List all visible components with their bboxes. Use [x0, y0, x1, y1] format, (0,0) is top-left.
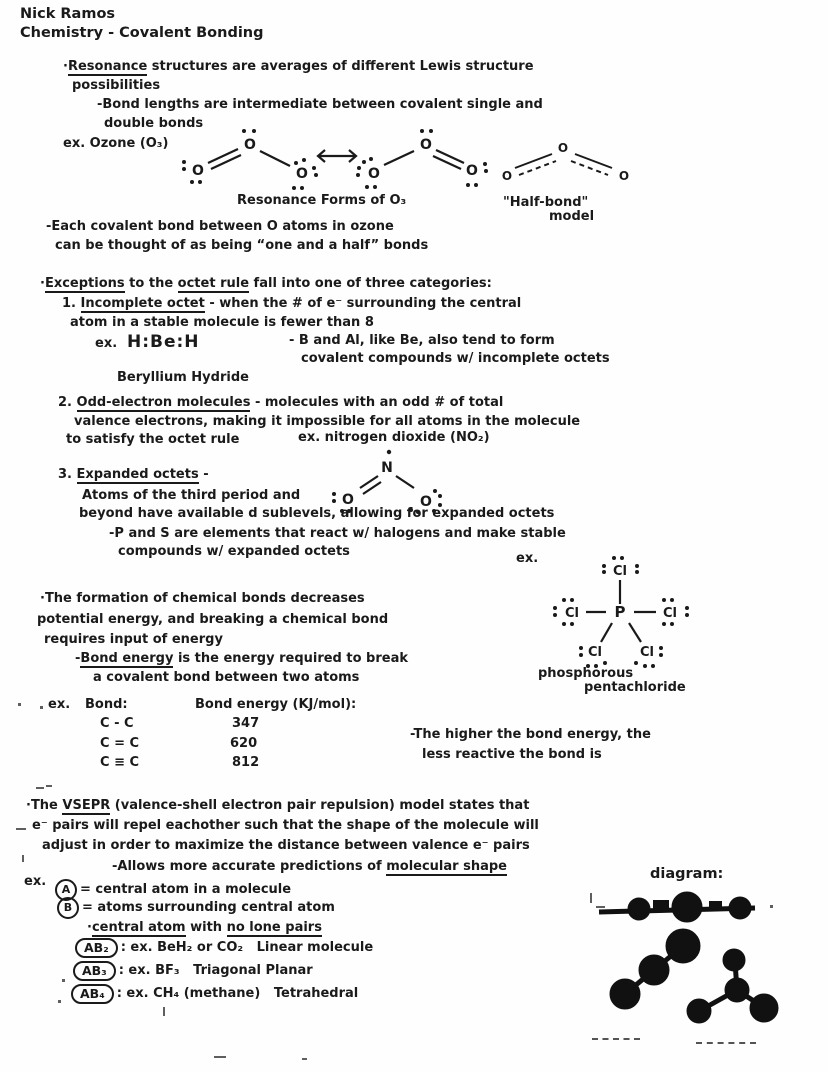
scan-artifact — [46, 785, 52, 787]
oxygen-atom: O — [342, 492, 354, 508]
no2-structure — [330, 444, 445, 514]
beryllium-hydride-label: Beryllium Hydride — [117, 370, 249, 385]
table-row-bond: C ≡ C — [100, 755, 140, 770]
nitrogen-atom: N — [381, 460, 393, 476]
phosphorus-atom: P — [614, 603, 626, 621]
ab2-text: : ex. BeH₂ or CO₂ Linear molecule — [120, 939, 374, 955]
author-name: Nick Ramos — [20, 6, 116, 22]
vsepr-term: VSEPR — [62, 798, 111, 813]
table-row-energy: 620 — [230, 736, 258, 751]
scan-artifact — [214, 1056, 226, 1058]
ozone-atom: O — [244, 137, 256, 153]
odd-electron-term: Odd-electron molecules — [76, 395, 251, 410]
radical-electron-dot — [387, 450, 391, 454]
halfbond-atom: O — [618, 169, 630, 183]
table-row-energy: 347 — [232, 716, 260, 731]
table-row-bond: C = C — [100, 736, 140, 751]
ozone-atom: O — [466, 163, 478, 179]
vsepr-line3: adjust in order to maximize the distance between valence e⁻ pairs — [42, 838, 530, 853]
diagram-label: diagram: — [650, 866, 724, 882]
bullet: · — [40, 276, 45, 291]
molecular-shape-term: molecular shape — [386, 859, 507, 874]
table-ex-label: ex. — [48, 697, 71, 712]
table-row-energy: 812 — [232, 755, 260, 770]
ab3-label: AB₃ — [73, 961, 116, 981]
scan-artifact — [770, 905, 773, 908]
dash: - — [75, 651, 81, 666]
legend-a-text: = central atom in a molecule — [80, 881, 292, 897]
circled-b: B — [57, 897, 79, 919]
formation-line3: requires input of energy — [44, 632, 223, 647]
scan-artifact — [36, 787, 44, 789]
resonance-sub1: -Bond lengths are intermediate between covalent single and — [97, 97, 543, 112]
scan-artifact — [62, 979, 65, 982]
expanded-octets-term: Expanded octets — [76, 467, 199, 482]
ozone-atom: O — [368, 166, 380, 182]
oxygen-atom: O — [420, 494, 432, 510]
bond-energy-term: Bond energy — [80, 651, 174, 666]
resonance-line1-rest: structures are averages of different Lewis structure — [147, 59, 534, 74]
pcl5-structure — [548, 550, 698, 672]
chlorine-atom: Cl — [565, 606, 579, 621]
beh2-formula: H:Be:H — [127, 332, 200, 352]
ab3-text: : ex. BF₃ Triagonal Planar — [118, 962, 313, 978]
pcl5-ex-label: ex. — [516, 551, 539, 566]
scan-artifact — [40, 706, 43, 709]
ozone-atom: O — [420, 137, 432, 153]
exceptions-term: Exceptions — [44, 276, 125, 291]
bullet: · — [87, 920, 92, 935]
pcl5-name2: pentachloride — [584, 680, 686, 695]
ozone-resonance-structure — [176, 118, 491, 196]
chlorine-atom: Cl — [663, 606, 677, 621]
chlorine-atom: Cl — [640, 645, 654, 660]
ozone-note1: -Each covalent bond between O atoms in ozone — [46, 219, 394, 234]
scan-artifact — [22, 855, 24, 862]
no2-ex-label: ex. nitrogen dioxide (NO₂) — [298, 430, 490, 445]
ab4-text: : ex. CH₄ (methane) Tetrahedral — [116, 985, 359, 1001]
dash: - — [198, 467, 209, 482]
boron-aluminum-note2: covalent compounds w/ incomplete octets — [301, 351, 610, 366]
bond-energy-def1 — [75, 652, 408, 667]
scan-artifact — [302, 1058, 307, 1060]
halfbond-atom: O — [501, 169, 513, 183]
expanded-octets-line5: compounds w/ expanded octets — [118, 544, 350, 559]
vsepr-line2: e⁻ pairs will repel eachother such that the shape of the molecule will — [32, 818, 539, 833]
resonance-line1 — [63, 60, 534, 75]
formation-line1: ·The formation of chemical bonds decreases — [40, 591, 365, 606]
vsepr-line4-pre: -Allows more accurate predictions of — [112, 859, 387, 874]
item-number: 3. — [58, 467, 77, 482]
vsepr-line1-rest: (valence-shell electron pair repulsion) model states that — [110, 798, 530, 813]
half-bond-label: "Half-bond" — [503, 195, 589, 210]
table-col-energy: Bond energy (KJ/mol): — [195, 697, 357, 712]
boron-aluminum-note1: - B and Al, like Be, also tend to form — [289, 333, 555, 348]
incomplete-octet-line1 — [62, 297, 521, 312]
scan-artifact — [58, 1000, 61, 1003]
ab4-label: AB₄ — [71, 984, 114, 1004]
page-title: Chemistry - Covalent Bonding — [20, 25, 264, 41]
incomplete-octet-line2: atom in a stable molecule is fewer than 8 — [70, 315, 374, 330]
formation-line2: potential energy, and breaking a chemical bond — [37, 612, 389, 627]
item-number: 1. — [62, 296, 81, 311]
exceptions-intro-rest: fall into one of three categories: — [249, 276, 492, 291]
mid: with — [185, 920, 227, 935]
ozone-atom: O — [192, 163, 204, 179]
ball-stick-diagrams — [585, 882, 790, 1052]
expanded-octets-line1 — [58, 468, 209, 483]
vsepr-line1 — [26, 799, 529, 814]
bond-energy-def2: a covalent bond between two atoms — [93, 670, 360, 685]
incomplete-octet-rest: - when the # of e⁻ surrounding the central — [204, 296, 522, 311]
bullet: · — [63, 59, 68, 74]
scan-artifact — [18, 703, 21, 706]
beh2-ex-label: ex. — [95, 336, 118, 351]
circled-a: A — [55, 879, 77, 901]
ozone-example-label: ex. Ozone (O₃) — [63, 136, 169, 151]
incomplete-octet-term: Incomplete octet — [80, 296, 205, 311]
vsepr-pre: ·The — [26, 798, 63, 813]
scan-artifact — [16, 828, 26, 830]
odd-electron-line3: to satisfy the octet rule — [66, 432, 240, 447]
vsepr-line4 — [112, 860, 507, 875]
scan-artifact — [592, 1038, 640, 1040]
vsepr-ex-label: ex. — [24, 874, 47, 889]
item-number: 2. — [58, 395, 77, 410]
ozone-atom: O — [296, 166, 308, 182]
ab2-row — [75, 938, 373, 958]
ab2-label: AB₂ — [75, 938, 118, 958]
scan-artifact — [163, 1007, 165, 1016]
bond-energy-rest: is the energy required to break — [173, 651, 409, 666]
ozone-note2: can be thought of as being “one and a half” bonds — [55, 238, 429, 253]
no-lone-pairs-heading — [87, 921, 322, 936]
odd-electron-line2: valence electrons, making it impossible for all atoms in the molecule — [74, 414, 581, 429]
no-lone-pairs-term: no lone pairs — [226, 920, 322, 935]
legend-b-text: = atoms surrounding central atom — [82, 899, 335, 915]
scan-artifact — [596, 906, 605, 908]
exceptions-intro — [40, 277, 492, 292]
pcl5-name1: phosphorous — [538, 666, 634, 681]
octet-rule-term: octet rule — [177, 276, 250, 291]
chlorine-atom: Cl — [613, 564, 627, 579]
reactivity-note1: -The higher the bond energy, the — [410, 727, 651, 742]
ab3-row — [73, 961, 313, 981]
table-row-bond: C - C — [100, 716, 134, 731]
expanded-octets-line3: beyond have available d sublevels, allowing for expanded octets — [79, 506, 555, 521]
scan-artifact — [696, 1042, 756, 1044]
chlorine-atom: Cl — [588, 645, 602, 660]
resonance-line2: possibilities — [72, 78, 161, 93]
central-atom-term: central atom — [91, 920, 186, 935]
ab4-row — [71, 984, 358, 1004]
legend-b — [57, 897, 335, 919]
odd-electron-line1 — [58, 396, 503, 411]
table-col-bond: Bond: — [85, 697, 128, 712]
expanded-octets-line4: -P and S are elements that react w/ halogens and make stable — [109, 526, 566, 541]
reactivity-note2: less reactive the bond is — [422, 747, 602, 762]
resonance-term: Resonance — [67, 59, 148, 74]
exceptions-intro-mid: to the — [124, 276, 178, 291]
expanded-octets-line2: Atoms of the third period and — [82, 488, 301, 503]
scan-artifact — [590, 893, 592, 903]
halfbond-atom: O — [557, 141, 569, 155]
half-bond-model-structure — [498, 132, 633, 184]
half-bond-label2: model — [549, 209, 595, 224]
resonance-sub2: double bonds — [104, 116, 204, 131]
odd-electron-rest: - molecules with an odd # of total — [250, 395, 504, 410]
ozone-caption: Resonance Forms of O₃ — [237, 193, 407, 208]
